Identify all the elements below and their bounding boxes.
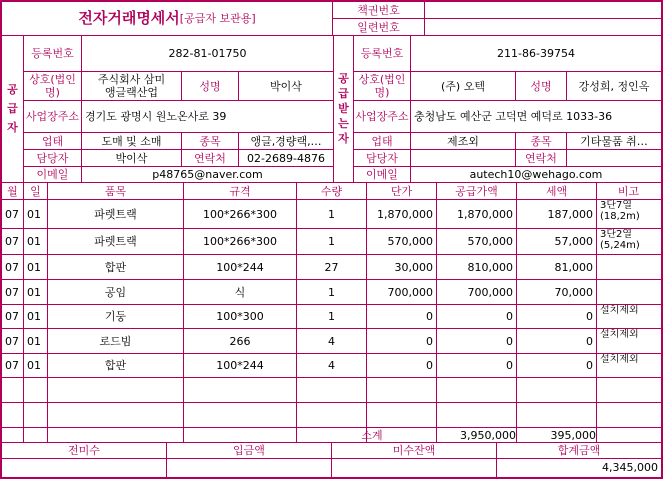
supplier-side-char: 급	[7, 102, 18, 115]
supplier-address-label: 사업장주소	[25, 110, 80, 123]
items-header-cell: 월	[7, 184, 18, 198]
note-line: 3단2열	[600, 229, 633, 240]
cell-tax: 70,000	[554, 285, 593, 299]
serial-label: 일련번호	[357, 20, 400, 34]
cell-supply: 700,000	[467, 285, 513, 299]
buyer-reg-label: 등록번호	[360, 47, 404, 60]
cell-item: 파렛트랙	[94, 207, 137, 221]
deposit-label: 입금액	[233, 444, 265, 457]
buyer-reg-no: 211-86-39754	[497, 47, 575, 60]
cell-qty: 4	[328, 334, 335, 348]
supplier-side-char: 공	[7, 83, 18, 96]
cell-tax: 81,000	[554, 260, 593, 274]
supplier-email: p48765@naver.com	[152, 167, 263, 181]
cell-item: 합판	[104, 359, 127, 372]
items-header-cell: 비고	[617, 184, 640, 198]
cell-item: 합판	[104, 260, 127, 274]
cell-month: 07	[5, 285, 19, 299]
cell-day: 01	[27, 310, 41, 323]
items-header-cell: 규격	[229, 184, 251, 198]
supplier-name: 박이삭	[270, 79, 302, 93]
subtotal-supply: 3,950,000	[460, 428, 516, 442]
cell-tax: 0	[586, 359, 593, 372]
balance-value	[332, 459, 496, 476]
buyer-manager	[411, 150, 515, 166]
buyer-name-label: 성명	[530, 79, 552, 93]
subtotal-tax: 395,000	[550, 428, 596, 442]
buyer-side-char: 공	[338, 72, 349, 85]
note-line: 설치제외	[600, 354, 639, 365]
buyer-manager-label: 담당자	[366, 151, 398, 165]
supplier-address: 경기도 광명시 원노온사로 39	[85, 110, 227, 123]
buyer-biztype: 제조외	[447, 134, 479, 148]
buyer-name: 강성희, 정인옥	[578, 79, 650, 93]
supplier-company	[82, 72, 181, 100]
cell-spec: 100*244	[216, 260, 264, 274]
cell-day: 01	[27, 359, 41, 372]
cell-price: 0	[426, 359, 433, 372]
cell-note	[597, 305, 660, 328]
supplier-reg-label: 등록번호	[31, 47, 74, 60]
cell-month: 07	[5, 359, 19, 372]
cell-price: 30,000	[394, 260, 433, 274]
balance-label: 미수잔액	[392, 444, 436, 457]
cell-price: 0	[426, 310, 433, 323]
volume-label: 책권번호	[357, 3, 400, 17]
note-line: 설치제외	[600, 329, 639, 340]
cell-price: 700,000	[387, 285, 433, 299]
cell-day: 01	[27, 235, 41, 248]
cell-qty: 1	[328, 207, 335, 221]
items-header-cell: 품목	[104, 184, 127, 198]
cell-tax: 187,000	[547, 207, 593, 221]
supplier-name-label: 성명	[199, 79, 221, 93]
items-header-cell: 공급가액	[455, 184, 498, 198]
buyer-bizitem-label: 종목	[530, 134, 552, 148]
grid-line	[0, 377, 663, 378]
items-header-cell: 수량	[320, 184, 343, 198]
cell-note	[597, 354, 660, 377]
cell-item: 공임	[104, 285, 127, 299]
buyer-address-label: 사업장주소	[355, 110, 409, 123]
cell-day: 01	[27, 260, 41, 274]
buyer-side-label	[334, 36, 353, 181]
items-header-cell: 단가	[390, 184, 413, 198]
cell-item: 파렛트랙	[94, 235, 137, 248]
items-header-cell: 일	[30, 184, 41, 198]
title-subtitle: [공급자 보관용]	[179, 11, 256, 25]
cell-spec: 100*300	[216, 310, 264, 323]
note-line: (18,2m)	[600, 211, 640, 222]
buyer-contact-label: 연락처	[525, 151, 557, 165]
cell-note	[597, 229, 660, 254]
subtotal-label: 소계	[361, 428, 383, 442]
cell-month: 07	[5, 310, 19, 323]
supplier-side-char: 자	[7, 121, 18, 134]
supplier-contact-label: 연락처	[194, 151, 226, 165]
cell-price: 0	[426, 334, 433, 348]
cell-item: 기둥	[104, 310, 127, 323]
supplier-company-line1: 주식회사 삼미	[97, 73, 166, 86]
cell-supply: 0	[506, 334, 513, 348]
cell-month: 07	[5, 235, 19, 248]
cell-supply: 1,870,000	[457, 207, 513, 221]
supplier-bizitem-label: 종목	[199, 134, 221, 148]
buyer-side-char: 는	[338, 117, 349, 130]
supplier-contact: 02-2689-4876	[247, 151, 325, 165]
serial-value	[425, 19, 661, 35]
supplier-email-label: 이메일	[36, 167, 69, 181]
supplier-company-line2: 앵글랙산업	[104, 86, 159, 99]
unpaid-value	[2, 459, 166, 476]
cell-day: 01	[27, 334, 41, 348]
cell-note	[597, 329, 660, 353]
cell-price: 1,870,000	[377, 207, 433, 221]
buyer-side-char: 받	[338, 102, 349, 115]
cell-tax: 0	[586, 310, 593, 323]
supplier-manager-label: 담당자	[36, 151, 69, 165]
cell-spec: 100*244	[216, 359, 264, 372]
title-text: 전자거래명세서	[78, 8, 180, 27]
cell-qty: 27	[324, 260, 339, 274]
cell-item: 로드빔	[99, 334, 132, 348]
buyer-company-label: 상호(법인명)	[358, 73, 406, 99]
buyer-contact	[567, 150, 661, 166]
total-label: 합계금액	[557, 444, 601, 457]
cell-qty: 4	[328, 359, 335, 372]
cell-note	[597, 280, 660, 304]
supplier-company-label: 상호(법인명)	[29, 73, 76, 99]
buyer-side-char: 자	[338, 132, 349, 145]
cell-spec: 100*266*300	[203, 235, 277, 248]
cell-supply: 570,000	[467, 235, 513, 248]
document-title	[2, 2, 332, 34]
cell-qty: 1	[328, 235, 335, 248]
deposit-value	[167, 459, 331, 476]
cell-supply: 0	[506, 359, 513, 372]
buyer-address: 충청남도 예산군 고덕면 예덕로 1033-36	[414, 110, 613, 123]
supplier-manager: 박이삭	[115, 151, 148, 165]
buyer-company: (주) 오텍	[441, 79, 485, 93]
buyer-biztype-label: 업태	[371, 134, 393, 148]
buyer-email: autech10@wehago.com	[469, 167, 603, 181]
cell-month: 07	[5, 334, 19, 348]
cell-spec: 266	[229, 334, 251, 348]
cell-qty: 1	[328, 285, 335, 299]
cell-note	[597, 255, 660, 279]
note-line: 3단7열	[600, 200, 633, 211]
cell-month: 07	[5, 207, 19, 221]
cell-tax: 0	[586, 334, 593, 348]
supplier-side-label	[2, 36, 23, 181]
supplier-bizitem: 앵글,경량랙,…	[250, 134, 322, 148]
total-value: 4,345,000	[602, 461, 658, 474]
cell-spec: 100*266*300	[203, 207, 277, 221]
cell-note	[597, 200, 660, 228]
note-line: (5,24m)	[600, 240, 640, 251]
cell-day: 01	[27, 207, 41, 221]
supplier-biztype: 도매 및 소매	[101, 134, 162, 148]
cell-supply: 810,000	[467, 260, 513, 274]
buyer-bizitem: 기타물품 취…	[580, 134, 648, 148]
unpaid-label: 전미수	[68, 444, 100, 457]
cell-day: 01	[27, 285, 41, 299]
cell-tax: 57,000	[554, 235, 593, 248]
supplier-biztype-label: 업태	[41, 134, 64, 148]
buyer-email-label: 이메일	[366, 167, 398, 181]
supplier-reg-no: 282-81-01750	[168, 47, 247, 60]
buyer-side-char: 급	[338, 87, 349, 100]
cell-month: 07	[5, 260, 19, 274]
cell-supply: 0	[506, 310, 513, 323]
note-line: 설치제외	[600, 305, 639, 316]
volume-value	[425, 2, 661, 18]
cell-qty: 1	[328, 310, 335, 323]
cell-spec: 식	[234, 285, 246, 299]
grid-line	[0, 402, 663, 403]
items-header-cell: 세액	[545, 184, 568, 198]
cell-price: 570,000	[387, 235, 433, 248]
